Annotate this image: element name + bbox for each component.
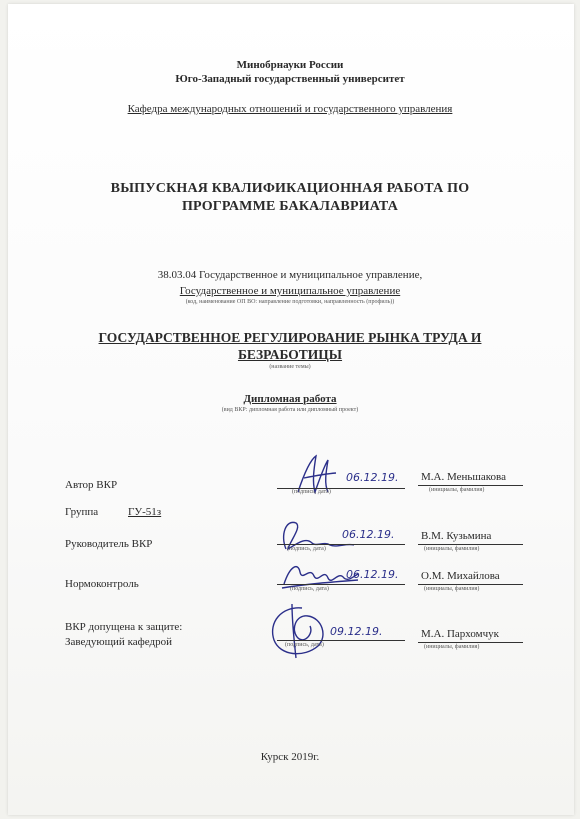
admission-label: ВКР допущена к защите:	[65, 621, 183, 633]
supervisor-label: Руководитель ВКР	[65, 538, 153, 550]
normcontrol-name-caption: (инициалы, фамилия)	[424, 586, 480, 592]
author-sign-date: 06.12.19.	[346, 471, 399, 484]
author-name: М.А. Меньшакова	[421, 471, 506, 483]
author-label: Автор ВКР	[65, 479, 118, 491]
specialty-caption: (код, наименование ОП ВО: направление подготовки, направленность (профиль))	[185, 299, 395, 305]
specialty-line1: 38.03.04 Государственное и муниципальное управление,	[157, 269, 423, 281]
normcontrol-signature-line	[277, 584, 405, 585]
normcontrol-name: О.М. Михайлова	[421, 570, 500, 582]
head-name-caption: (инициалы, фамилия)	[424, 644, 480, 650]
author-name-line	[418, 485, 523, 486]
topic-line2: БЕЗРАБОТИЦЫ	[237, 347, 343, 362]
work-type: Дипломная работа	[243, 393, 337, 405]
ministry: Минобрнауки России	[236, 59, 344, 71]
head-label: Заведующий кафедрой	[65, 636, 172, 648]
work-type-caption: (вид ВКР: дипломная работа или дипломный проект)	[221, 407, 359, 413]
supervisor-sign-date: 06.12.19.	[342, 528, 395, 541]
head-signature-line	[277, 640, 405, 641]
author-sign-caption: (подпись, дата)	[292, 489, 331, 495]
normcontrol-name-line	[418, 584, 523, 585]
supervisor-name-caption: (инициалы, фамилия)	[424, 546, 480, 552]
university: Юго-Западный государственный университет	[175, 73, 405, 85]
head-sign-caption: (подпись, дата)	[285, 642, 324, 648]
specialty-line2: Государственное и муниципальное управление	[179, 285, 401, 297]
topic-line1: ГОСУДАРСТВЕННОЕ РЕГУЛИРОВАНИЕ РЫНКА ТРУДА И	[98, 330, 482, 345]
topic-caption: (название темы)	[269, 364, 311, 370]
head-name-line	[418, 642, 523, 643]
city-year: Курск 2019г.	[260, 751, 320, 763]
head-sign-date: 09.12.19.	[330, 625, 383, 638]
group-label: Группа	[65, 506, 99, 518]
normcontrol-sign-caption: (подпись, дата)	[290, 586, 329, 592]
supervisor-sign-caption: (подпись, дата)	[287, 546, 326, 552]
normcontrol-sign-date: 06.12.19.	[346, 568, 399, 581]
normcontrol-label: Нормоконтроль	[65, 578, 139, 590]
supervisor-name: В.М. Кузьмина	[421, 530, 492, 542]
supervisor-signature-line	[277, 544, 405, 545]
head-name: М.А. Пархомчук	[421, 628, 500, 640]
document-title-line1: ВЫПУСКНАЯ КВАЛИФИКАЦИОННАЯ РАБОТА ПО	[110, 181, 470, 196]
author-name-caption: (инициалы, фамилия)	[429, 487, 485, 493]
group-value: ГУ-51з	[128, 506, 162, 518]
document-title-line2: ПРОГРАММЕ БАКАЛАВРИАТА	[181, 199, 399, 214]
supervisor-name-line	[418, 544, 523, 545]
department: Кафедра международных отношений и государственного управления	[127, 103, 453, 115]
